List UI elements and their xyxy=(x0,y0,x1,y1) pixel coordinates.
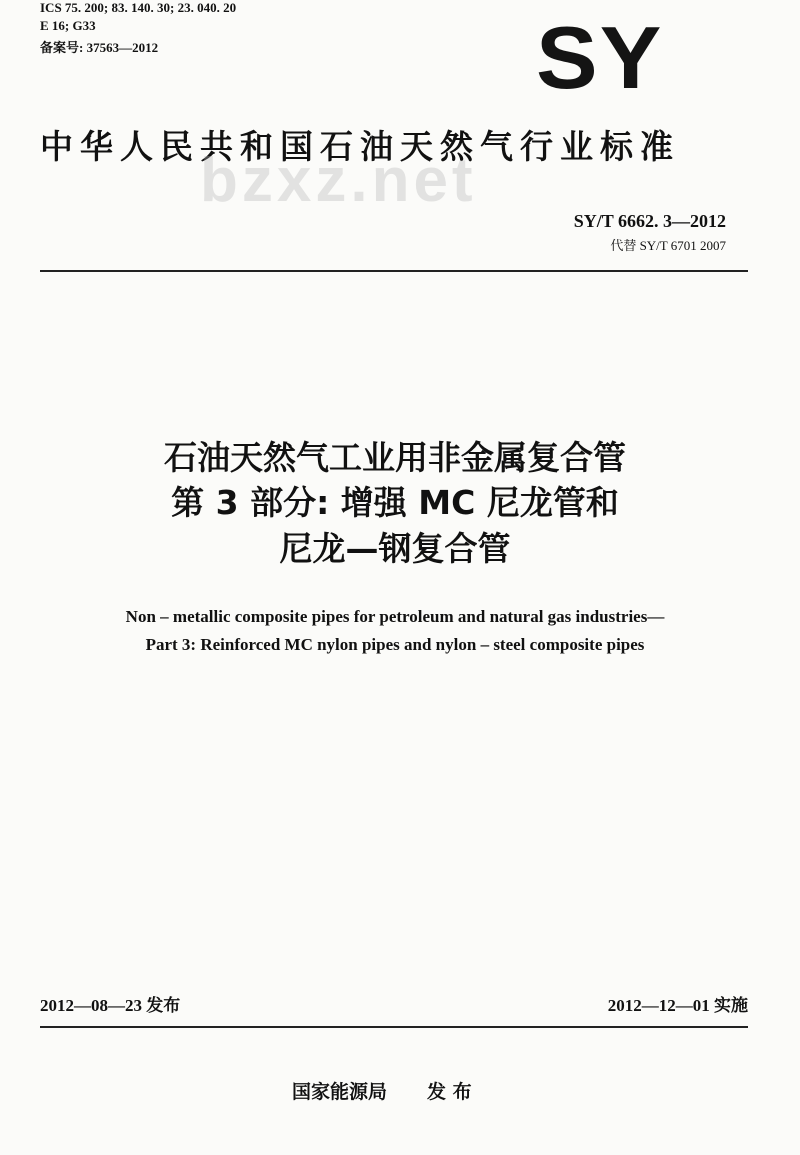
watermark: bzxz.net xyxy=(200,146,477,215)
publisher-line xyxy=(292,1078,472,1106)
en-title-line-2: Part 3: Reinforced MC nylon pipes and nylon – steel composite pipes xyxy=(145,635,645,654)
top-divider xyxy=(40,270,748,272)
publisher-name: 国家能源局 xyxy=(292,1081,388,1103)
en-title-line-1: Non – metallic composite pipes for petroleum and natural gas industries— xyxy=(125,607,665,626)
cn-title-line-1: 石油天然气工业用非金属复合管 xyxy=(164,438,626,477)
classification-code: E 16; G33 xyxy=(40,18,96,33)
issue-date: 2012—08—23 发布 xyxy=(40,996,181,1015)
publish-word: 发 布 xyxy=(427,1081,472,1103)
standard-category-title: 中华人民共和国石油天然气行业标准 xyxy=(40,127,680,166)
cn-title-line-3: 尼龙—钢复合管 xyxy=(279,529,511,568)
ics-code: ICS 75. 200; 83. 140. 30; 23. 040. 20 xyxy=(40,0,237,15)
bottom-divider xyxy=(40,1026,748,1028)
sy-logo: SY xyxy=(536,8,664,107)
standard-code: SY/T 6662. 3—2012 xyxy=(573,211,726,231)
cn-title-line-2: 第 3 部分: 增强 MC 尼龙管和 xyxy=(171,483,619,522)
record-number: 备案号: 37563—2012 xyxy=(40,40,159,55)
replaces-standard: 代替 SY/T 6701 2007 xyxy=(610,238,726,253)
implementation-date: 2012—12—01 实施 xyxy=(607,996,748,1015)
